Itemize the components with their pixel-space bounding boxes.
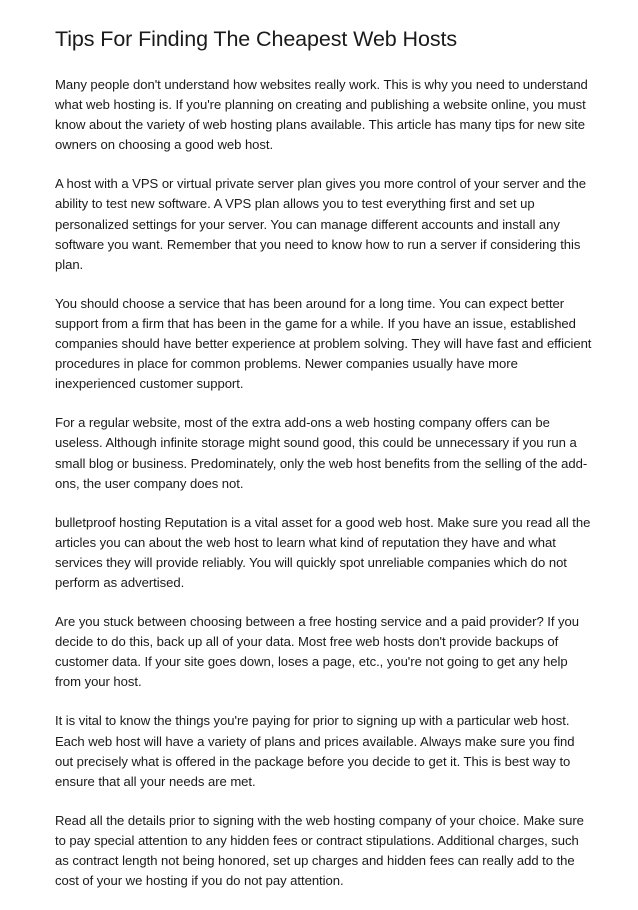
page-title: Tips For Finding The Cheapest Web Hosts: [55, 27, 457, 51]
paragraph-add-ons: For a regular website, most of the extra add-ons a web hosting company offers can be useless. Although infinite storage might sound good, this could be unnecessary if you run a small blog or business. Predominately, only the web host benefits from the selling of the add-ons, the user company does not.: [55, 415, 588, 491]
paragraph-free-vs-paid: Are you stuck between choosing between a free hosting service and a paid provider? If you decide to do this, back up all of your data. Most free web hosts don't provide backups of customer data. If your site goes down, loses a page, etc., you're not going to get any help from your host.: [55, 614, 579, 690]
paragraph-vps: A host with a VPS or virtual private server plan gives you more control of your server and the ability to test new software. A VPS plan allows you to test everything first and set up personalized settings for your server. You can manage different accounts and install any software you want. Remember that you need to know how to run a server if considering this plan.: [55, 176, 586, 272]
paragraph-established-service: You should choose a service that has been around for a long time. You can expect better support from a firm that has been in the game for a while. If you have an issue, established companies should have better experience at problem solving. They will have fast and efficient procedures in place for common problems. Newer companies usually have more inexperienced customer support.: [55, 295, 592, 392]
paragraph-reputation: bulletproof hosting Reputation is a vital asset for a good web host. Make sure you read all the articles you can about the web host to learn what kind of reputation they have and what services they will provide reliably. You will quickly spot unreliable companies which do not perform as advertised.: [55, 514, 591, 590]
paragraph-hidden-fees: Read all the details prior to signing with the web hosting company of your choice. Make sure to pay special attention to any hidden fees or contract stipulations. Additional charges, such as contract length not being honored, set up charges and hidden fees can really add to the cost of your we hosting if you do not pay attention.: [55, 812, 584, 889]
paragraph-plans-prices: It is vital to know the things you're paying for prior to signing up with a particular web host. Each web host will have a variety of plans and prices available. Always make sure you find out precisely what is offered in the package before you decide to get it. This is best way to ensure that all your needs are met.: [55, 713, 575, 789]
document-page: [55, 24, 595, 910]
paragraph-intro: Many people don't understand how websites really work. This is why you need to understand what web hosting is. If you're planning on creating and publishing a website online, you must know about the variety of web hosting plans available. This article has many tips for new site owners on choosing a good web host.: [55, 77, 588, 153]
